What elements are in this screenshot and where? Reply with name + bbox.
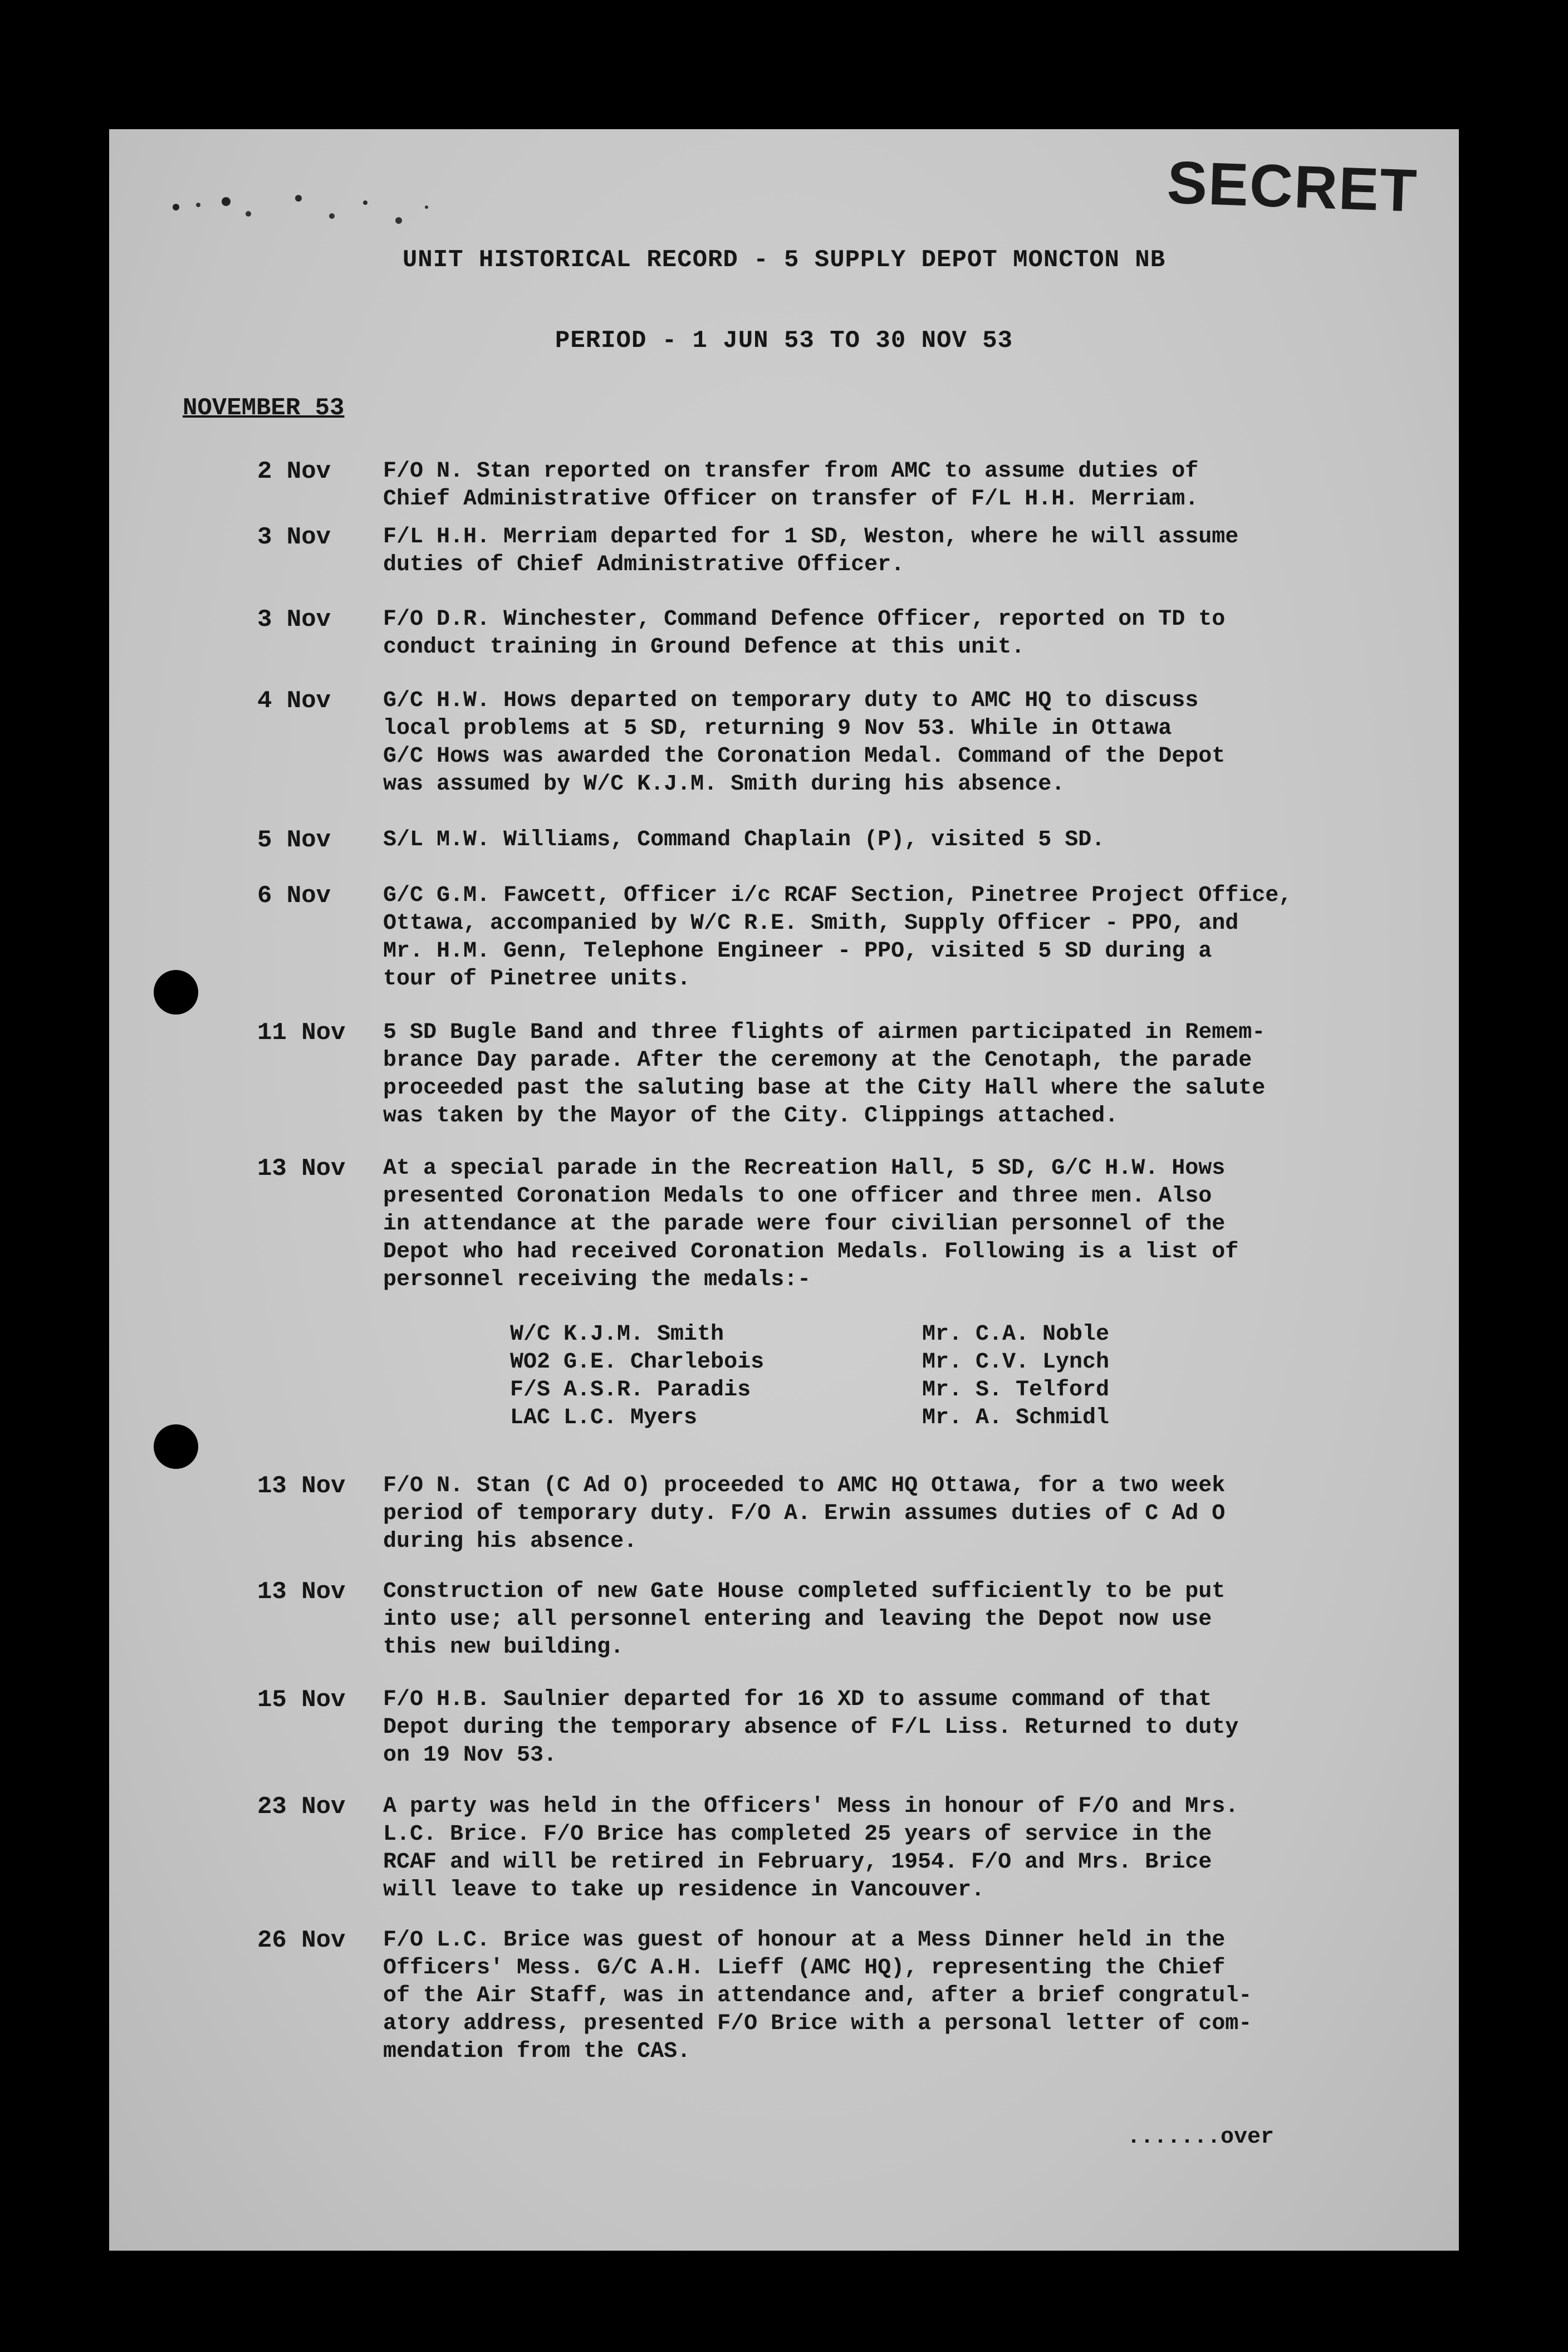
ink-specks bbox=[165, 163, 454, 241]
recipient-name: WO2 G.E. Charlebois bbox=[510, 1350, 765, 1375]
recipient-name: Mr. A. Schmidl bbox=[922, 1405, 1110, 1430]
document-page bbox=[109, 129, 1459, 2251]
punch-hole-upper bbox=[154, 970, 198, 1015]
recipient-name: F/S A.S.R. Paradis bbox=[510, 1378, 751, 1403]
civilian-recipients bbox=[922, 1321, 1109, 1432]
entry-date: 23 Nov bbox=[257, 1793, 346, 1821]
entry-text: F/O D.R. Winchester, Command Defence Officer, reported on TD to conduct training in Ground Defence at this unit. bbox=[383, 607, 1226, 660]
entry-date: 13 Nov bbox=[257, 1155, 346, 1183]
entry-text: A party was held in the Officers' Mess in honour of F/O and Mrs. L.C. Brice. F/O Brice has completed 25 years of service in the RCAF and will be retired in February, 1954. F/O and Mrs. Brice will leave to take up residence in Vancouver. bbox=[383, 1794, 1239, 1903]
secret-stamp: SECRET bbox=[1166, 148, 1419, 224]
continued-over-note: .......over bbox=[1127, 2125, 1275, 2150]
document-title: UNIT HISTORICAL RECORD - 5 SUPPLY DEPOT MONCTON NB bbox=[402, 246, 1166, 274]
recipient-name: Mr. C.A. Noble bbox=[922, 1322, 1110, 1347]
entry-date: 2 Nov bbox=[257, 458, 331, 486]
entry-text: G/C H.W. Hows departed on temporary duty to AMC HQ to discuss local problems at 5 SD, returning 9 Nov 53. While in Ottawa G/C Hows was awarded the Coronation Medal. Command of the Depot was assumed by W/C K.J.M. Smith during his absence. bbox=[383, 688, 1226, 797]
record-period: PERIOD - 1 JUN 53 TO 30 NOV 53 bbox=[555, 327, 1013, 355]
entry-date: 6 Nov bbox=[257, 882, 331, 910]
entry-date: 13 Nov bbox=[257, 1472, 346, 1500]
month-heading: NOVEMBER 53 bbox=[183, 394, 345, 422]
entry-text: F/O L.C. Brice was guest of honour at a Mess Dinner held in the Officers' Mess. G/C A.H. Lieff (AMC HQ), representing the Chief of the Air Staff, was in attendance and, after a brief congratul- atory address, presented F/O Brice with a personal letter of com- mendation from the CAS. bbox=[383, 1928, 1252, 2064]
entry-text: G/C G.M. Fawcett, Officer i/c RCAF Section, Pinetree Project Office, Ottawa, accompanied by W/C R.E. Smith, Supply Officer - PPO, and Mr. H.M. Genn, Telephone Engineer - PPO, visited 5 SD during a tour of Pinetree units. bbox=[383, 883, 1292, 992]
entry-date: 3 Nov bbox=[257, 523, 331, 551]
recipient-name: Mr. C.V. Lynch bbox=[922, 1350, 1110, 1375]
entry-text: F/O N. Stan reported on transfer from AMC to assume duties of Chief Administrative Officer on transfer of F/L H.H. Merriam. bbox=[383, 459, 1199, 512]
recipient-name: W/C K.J.M. Smith bbox=[510, 1322, 724, 1347]
entry-text: At a special parade in the Recreation Hall, 5 SD, G/C H.W. Hows presented Coronation Medals to one officer and three men. Also in attendance at the parade were four civilian personnel of the Depot who had received Coronation Medals. Following is a list of personnel receiving the medals:- bbox=[383, 1156, 1239, 1292]
entry-text: 5 SD Bugle Band and three flights of airmen participated in Remem- brance Day parade. After the ceremony at the Cenotaph, the parade proceeded past the saluting base at the City Hall where the salute was taken by the Mayor of the City. Clippings attached. bbox=[383, 1020, 1266, 1129]
entry-text: S/L M.W. Williams, Command Chaplain (P), visited 5 SD. bbox=[383, 827, 1105, 852]
recipient-name: LAC L.C. Myers bbox=[510, 1405, 698, 1430]
entry-text: F/O N. Stan (C Ad O) proceeded to AMC HQ Ottawa, for a two week period of temporary duty. F/O A. Erwin assumes duties of C Ad O during his absence. bbox=[383, 1473, 1226, 1554]
entry-date: 26 Nov bbox=[257, 1927, 346, 1954]
recipient-name: Mr. S. Telford bbox=[922, 1378, 1110, 1403]
military-recipients bbox=[510, 1321, 764, 1432]
entry-date: 5 Nov bbox=[257, 826, 331, 854]
entry-date: 4 Nov bbox=[257, 687, 331, 715]
entry-date: 13 Nov bbox=[257, 1578, 346, 1606]
entry-text: F/L H.H. Merriam departed for 1 SD, Weston, where he will assume duties of Chief Administrative Officer. bbox=[383, 525, 1239, 577]
entry-date: 3 Nov bbox=[257, 606, 331, 634]
punch-hole-lower bbox=[154, 1424, 198, 1469]
entry-text: F/O H.B. Saulnier departed for 16 XD to assume command of that Depot during the temporary absence of F/L Liss. Returned to duty on 19 Nov 53. bbox=[383, 1687, 1239, 1768]
entry-text: Construction of new Gate House completed sufficiently to be put into use; all personnel entering and leaving the Depot now use this new building. bbox=[383, 1579, 1226, 1660]
entry-date: 11 Nov bbox=[257, 1019, 346, 1047]
entry-date: 15 Nov bbox=[257, 1686, 346, 1714]
